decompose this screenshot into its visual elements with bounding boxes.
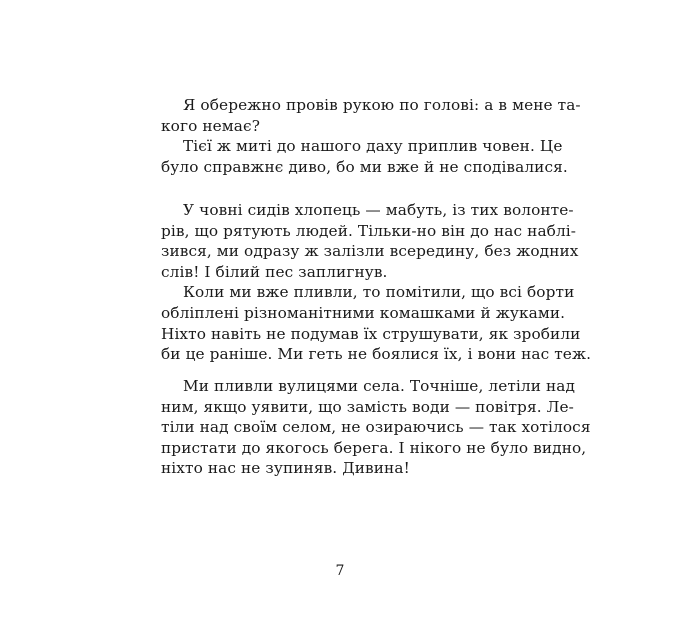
- text-line: обліплені різноманітними комашками й жуками.: [161, 303, 566, 322]
- page-number: 7: [335, 563, 345, 579]
- text-line: рів, що рятують людей. Тільки-но він до нас наблі-: [161, 221, 577, 240]
- text-line: ніхто нас не зупиняв. Дивина!: [161, 459, 410, 478]
- text-line: Я обережно провів рукою по голові: а в мене та-: [183, 96, 581, 114]
- text-line: Тієї ж миті до нашого даху приплив човен. Це: [183, 137, 563, 156]
- text-line: би це раніше. Ми геть не боялися їх, і вони нас теж.: [161, 345, 592, 364]
- text-line: У човні сидів хлопець — мабуть, із тих волонте-: [183, 201, 574, 219]
- text-line: пристати до якогось берега. І нікого не було видно,: [161, 438, 587, 457]
- text-line: кого немає?: [161, 116, 260, 135]
- text-line: тіли над своїм селом, не озираючись — так хотілося: [161, 418, 591, 437]
- text-line: Ніхто навіть не подумав їх струшувати, як зробили: [161, 324, 581, 343]
- text-line: зився, ми одразу ж залізли всередину, без жодних: [161, 242, 579, 261]
- text-line: було справжнє диво, бо ми вже й не сподівалися.: [161, 157, 568, 176]
- text-line: ним, якщо уявити, що замість води — повітря. Ле-: [161, 397, 574, 416]
- text-line: Коли ми вже пливли, то помітили, що всі борти: [183, 283, 575, 302]
- paragraph-group-3: [161, 376, 591, 479]
- paragraph-group-1: [161, 95, 581, 177]
- paragraph-group-2: [161, 200, 592, 365]
- text-line: Ми пливли вулицями села. Точніше, летіли над: [183, 377, 576, 395]
- text-line: слів! І білий пес заплигнув.: [161, 262, 388, 281]
